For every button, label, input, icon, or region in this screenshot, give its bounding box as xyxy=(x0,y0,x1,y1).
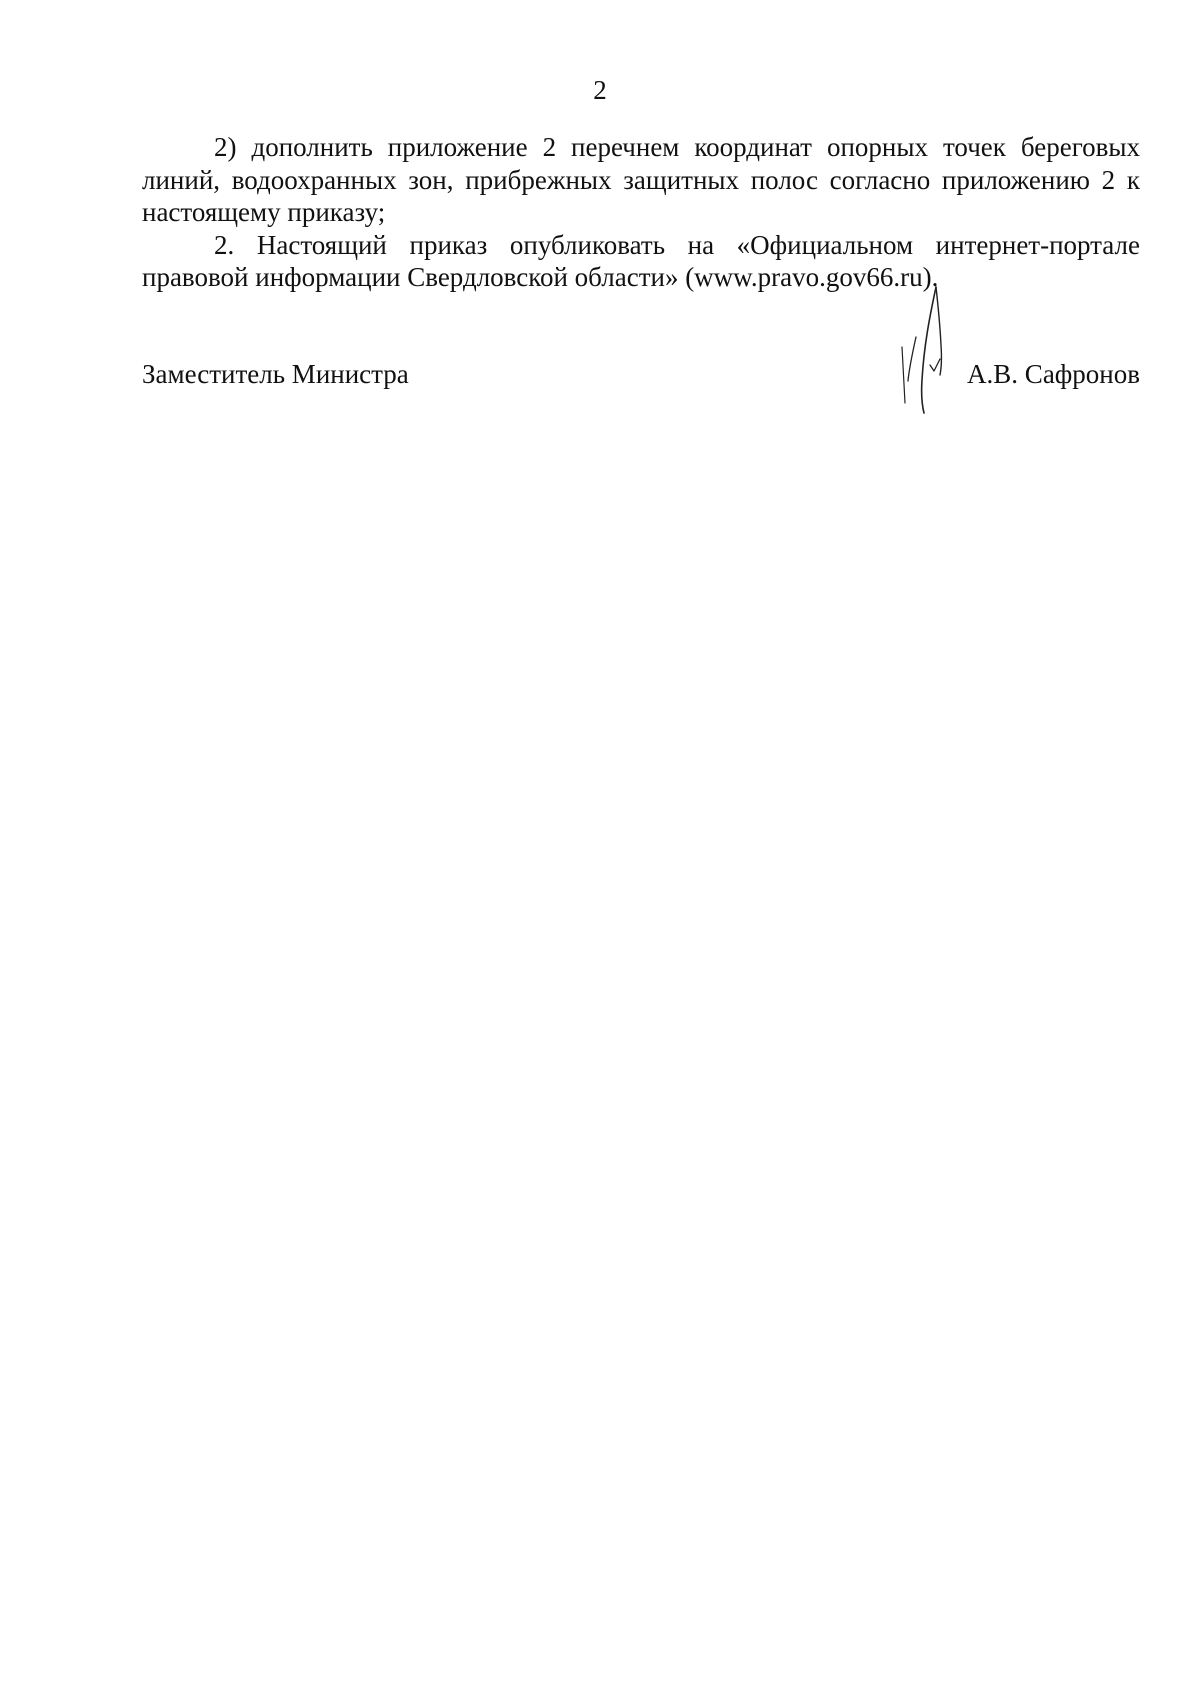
paragraph-publication-order: 2. Настоящий приказ опубликовать на «Официальном интернет-портале правовой информации Свердловской области» (www.pravo.gov66.ru). xyxy=(142,229,1140,292)
signer-title: Заместитель Министра xyxy=(142,359,409,389)
signer-name: А.В. Сафронов xyxy=(967,359,1140,389)
signature-block xyxy=(142,358,1140,392)
paragraph-item-2: 2) дополнить приложение 2 перечнем координат опорных точек береговых линий, водоохранных зон, прибрежных защитных полос согласно приложению 2 к настоящему приказу; xyxy=(142,132,1140,227)
handwritten-signature xyxy=(900,285,960,425)
page-number: 2 xyxy=(593,75,607,105)
document-body xyxy=(142,131,1140,294)
